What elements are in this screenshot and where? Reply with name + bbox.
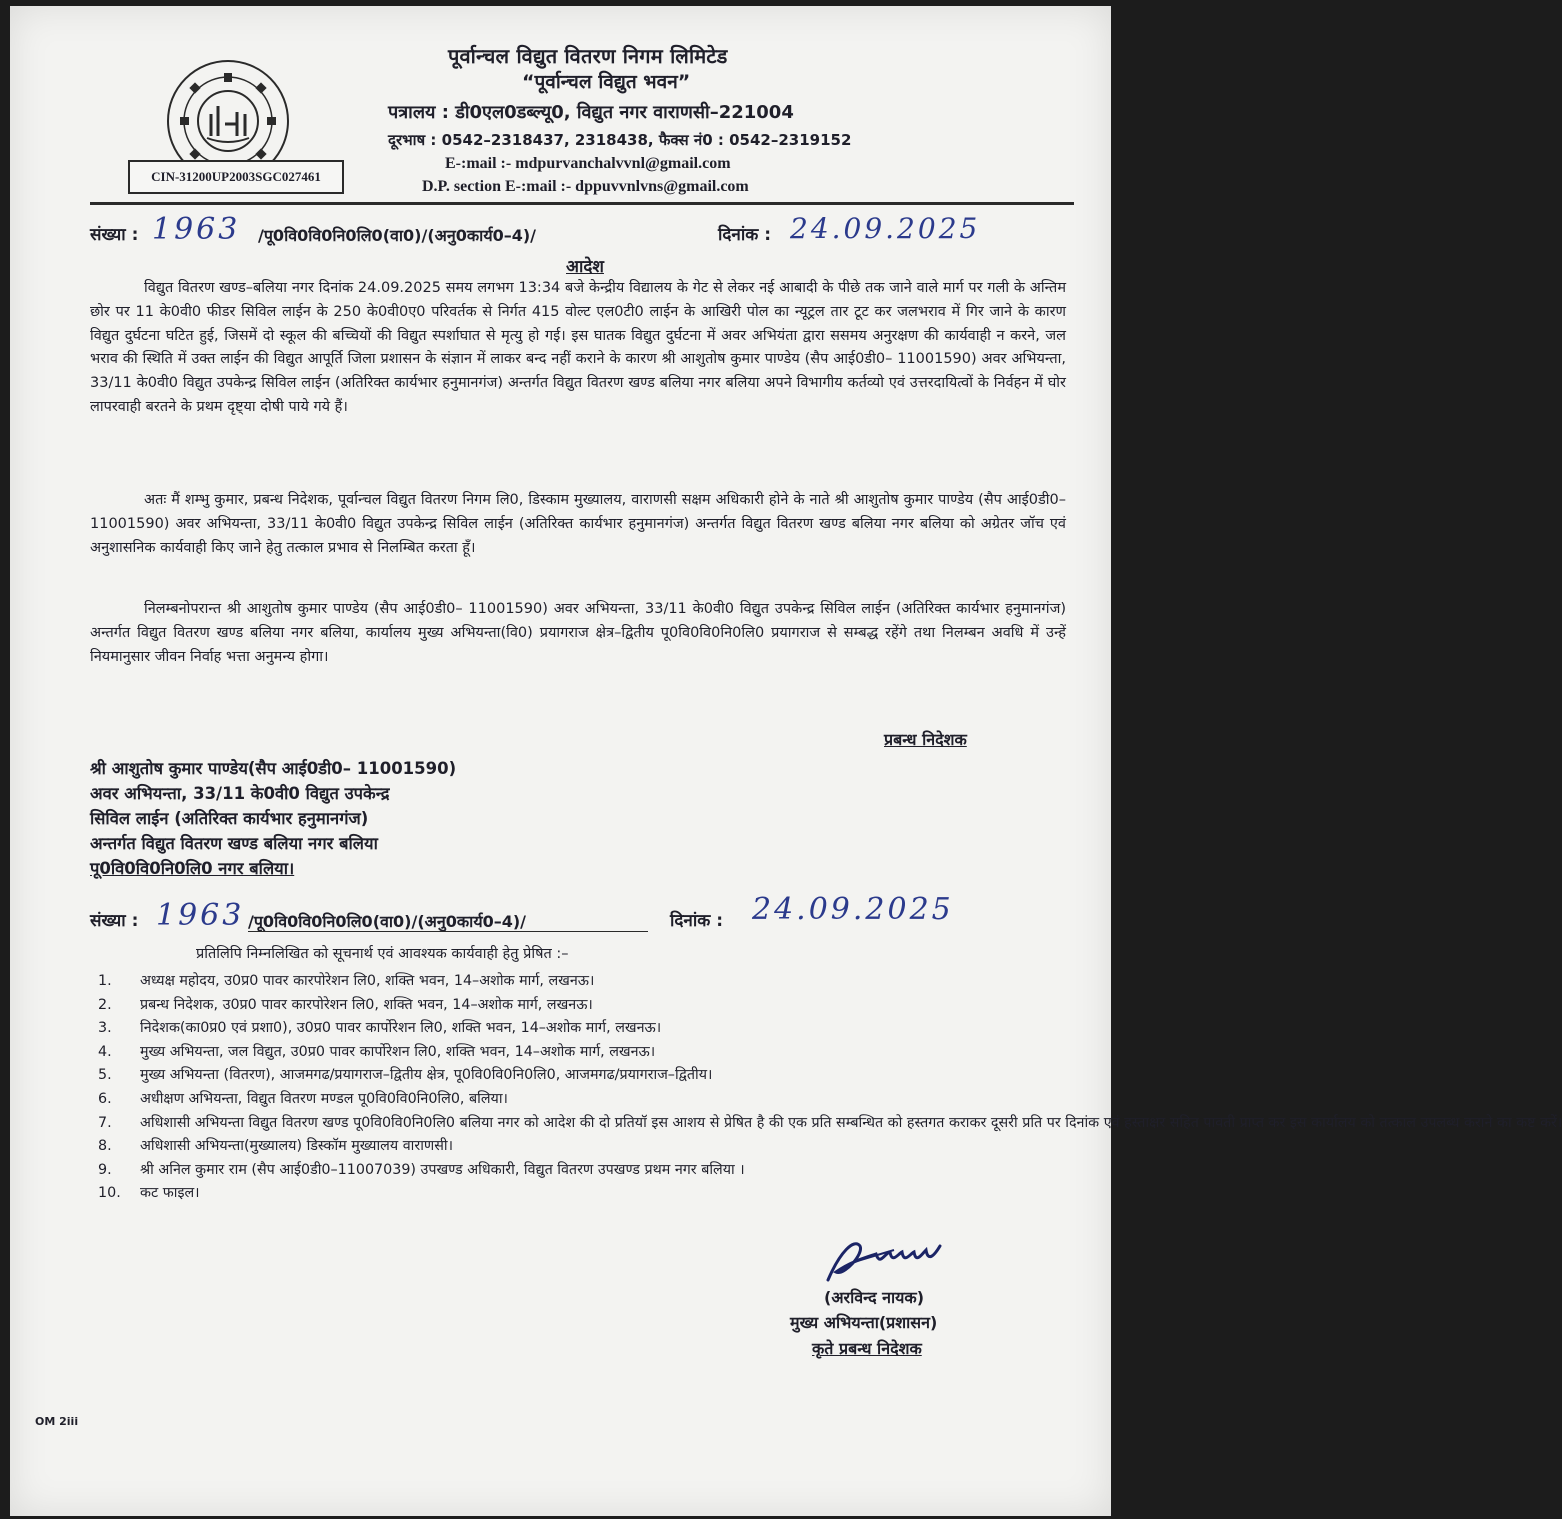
order-title: आदेश <box>566 257 604 277</box>
ref2-number-handwritten: 1963 <box>156 898 245 933</box>
ref2-sankhya-label: संख्या : <box>90 911 139 931</box>
list-item: 10. कट फाइल। <box>98 1185 200 1202</box>
list-item: 4. मुख्य अभियन्ता, जल विद्युत, उ0प्र0 पावर कार्पोरेशन लि0, शक्ति भवन, 14–अशोक मार्ग, लखनऊ। <box>98 1043 656 1060</box>
signatory-on-behalf: कृते प्रबन्ध निदेशक <box>812 1339 922 1358</box>
ref-code: /पू0वि0वि0नि0लि0(वा0)/(अनु0कार्य0–4)/ <box>258 226 537 245</box>
handwritten-signature <box>820 1232 960 1287</box>
order-paragraph-3: निलम्बनोपरान्त श्री आशुतोष कुमार पाण्डेय (सैप आई0डी0– 11001590) अवर अभियन्ता, 33/11 के0वी0 विद्युत उपकेन्द्र सिविल लाईन (अतिरिक्त कार्यभार हनुमानगंज) अन्तर्गत विद्युत वितरण खण्ड बलिया नगर बलिया, कार्यालय मुख्य अभियन्ता(वि0) प्रयागराज क्षेत्र–द्वितीय पू0वि0वि0नि0लि0 प्रयागराज से सम्बद्ध रहेंगे तथा निलम्बन अवधि में उन्हें नियमानुसार जीवन निर्वाह भत्ता अनुमन्य होगा। <box>90 601 1066 665</box>
email-dp-section: D.P. section E-:mail :- dppuvvnlvns@gmail.com <box>422 178 749 195</box>
md-designation: प्रबन्ध निदेशक <box>884 730 967 749</box>
addressee-block <box>90 756 456 881</box>
list-item: 8. अधिशासी अभियन्ता(मुख्यालय) डिस्कॉम मुख्यालय वाराणसी। <box>98 1138 454 1155</box>
ref-sankhya-label: संख्या : <box>90 225 139 245</box>
ref2-date-handwritten: 24.09.2025 <box>752 892 954 927</box>
phone-fax: दूरभाष : 0542–2318437, 2318438, फैक्स नं0 : 0542–2319152 <box>388 131 852 149</box>
addressee-line-2: अवर अभियन्ता, 33/11 के0वी0 विद्युत उपकेन्द्र <box>90 784 390 803</box>
copy-intro: प्रतिलिपि निम्नलिखित को सूचनार्थ एवं आवश्यक कार्यवाही हेतु प्रेषित :– <box>196 946 569 962</box>
ref2-date-label: दिनांक : <box>670 911 724 931</box>
ref-date-handwritten: 24.09.2025 <box>790 212 981 245</box>
footer-code: OM 2iii <box>35 1415 79 1428</box>
list-item: 2. प्रबन्ध निदेशक, उ0प्र0 पावर कारपोरेशन लि0, शक्ति भवन, 14–अशोक मार्ग, लखनऊ। <box>98 996 593 1013</box>
ref2-underline <box>248 931 648 932</box>
list-item: 6. अधीक्षण अभियन्ता, विद्युत वितरण मण्डल पू0वि0वि0नि0लि0, बलिया। <box>98 1090 508 1107</box>
list-item: 9. श्री अनिल कुमार राम (सैप आई0डी0–11007039) उपखण्ड अधिकारी, विद्युत वितरण उपखण्ड प्रथम नगर बलिया । <box>98 1161 745 1178</box>
order-paragraph-2: अतः मैं शम्भु कुमार, प्रबन्ध निदेशक, पूर्वान्चल विद्युत वितरण निगम लि0, डिस्काम मुख्यालय, वाराणसी सक्षम अधिकारी होने के नाते श्री आशुतोष कुमार पाण्डेय (सैप आई0डी0–11001590) अवर अभियन्ता, 33/11 के0वी0 विद्युत उपकेन्द्र सिविल लाईन (अतिरिक्त कार्यभार हनुमानगंज) अन्तर्गत विद्युत वितरण खण्ड बलिया नगर बलिया को अग्रेतर जॉच एवं अनुशासनिक कार्यवाही किए जाने हेतु तत्काल प्रभाव से निलम्बित करता हूँ। <box>90 492 1066 556</box>
list-item: 3. निदेशक(का0प्र0 एवं प्रशा0), उ0प्र0 पावर कार्पोरेशन लि0, शक्ति भवन, 14–अशोक मार्ग, लखनऊ। <box>98 1020 662 1037</box>
addressee-line-5: पू0वि0वि0नि0लि0 नगर बलिया। <box>90 859 295 878</box>
list-item: 1. अध्यक्ष महोदय, उ0प्र0 पावर कारपोरेशन लि0, शक्ति भवन, 14–अशोक मार्ग, लखनऊ। <box>98 973 595 989</box>
header-divider <box>90 202 1074 205</box>
list-item: 7. अधिशासी अभियन्ता विद्युत वितरण खण्ड पू0वि0वि0नि0लि0 बलिया नगर को आदेश की दो प्रतियॉ इस आशय से प्रेषित है की एक प्रति सम्बन्धित को हस्तगत कराकर दूसरी प्रति पर दिनांक एवं हस्ताक्षर सहित पावती प्राप्त कर इस कार्यालय को तत्काल उपलब्ध कराने का कष्ट करें। <box>98 1114 1562 1131</box>
signatory-name: (अरविन्द नायक) <box>824 1288 925 1307</box>
copy-list <box>98 970 1562 1206</box>
cin-box: CIN-31200UP2003SGC027461 <box>128 160 344 194</box>
addressee-line-4: अन्तर्गत विद्युत वितरण खण्ड बलिया नगर बलिया <box>90 834 378 853</box>
ref2-code: /पू0वि0वि0नि0लि0(वा0)/(अनु0कार्य0–4)/ <box>248 912 527 931</box>
addressee-line-1: श्री आशुतोष कुमार पाण्डेय(सैप आई0डी0– 11001590) <box>90 759 457 778</box>
ref-date-label: दिनांक : <box>718 225 772 245</box>
postal-address: पत्रालय : डी0एल0डब्ल्यू0, विद्युत नगर वाराणसी–221004 <box>388 102 794 123</box>
company-name: पूर्वान्चल विद्युत वितरण निगम लिमिटेड <box>448 44 728 68</box>
building-name: “पूर्वान्चल विद्युत भवन” <box>522 71 691 93</box>
ref-number-handwritten: 1963 <box>152 212 241 247</box>
order-paragraph-1: विद्युत वितरण खण्ड–बलिया नगर दिनांक 24.09.2025 समय लगभग 13:34 बजे केन्द्रीय विद्यालय के गेट से लेकर नई आबादी के पीछे तक जाने वाले मार्ग पर गली के अन्तिम छोर पर 11 के0वी0 फीडर सिविल लाईन के 250 के0वी0ए0 परिवर्तक से निर्गत 415 वोल्ट एल0टी0 लाईन के आखिरी पोल का न्यूट्रल तार टूट कर जलभराव में गिर जाने के कारण विद्युत दुर्घटना घटित हुई, जिसमें दो स्कूल की बच्चियों की विद्युत स्पर्शाघात से मृत्यु हो गई। इस घातक विद्युत दुर्घटना में अवर अभियंता द्वारा ससमय अनुरक्षण की कार्यवाही न करने, जल भराव की स्थिति में उक्त लाईन की विद्युत आपूर्ति जिला प्रशासन के संज्ञान में लाकर बन्द नहीं कराने के कारण श्री आशुतोष कुमार पाण्डेय (सैप आई0डी0– 11001590) अवर अभियन्ता, 33/11 के0वी0 विद्युत उपकेन्द्र सिविल लाईन (अतिरिक्त कार्यभार हनुमानगंज) अन्तर्गत विद्युत वितरण खण्ड बलिया नगर बलिया अपने विभागीय कर्तव्यो एवं उत्तरदायित्वों के निर्वहन में घोर लापरवाही बरतने के प्रथम दृष्ट्या दोषी पाये गये हैं। <box>90 280 1066 415</box>
signatory-designation: मुख्य अभियन्ता(प्रशासन) <box>790 1313 938 1332</box>
email-md: E-:mail :- mdpurvanchalvvnl@gmail.com <box>445 155 731 172</box>
list-item: 5. मुख्य अभियन्ता (वितरण), आजमगढ/प्रयागराज–द्वितीय क्षेत्र, पू0वि0वि0नि0लि0, आजमगढ/प्रयागराज–द्वितीय। <box>98 1067 713 1084</box>
addressee-line-3: सिविल लाईन (अतिरिक्त कार्यभार हनुमानगंज) <box>90 809 369 828</box>
